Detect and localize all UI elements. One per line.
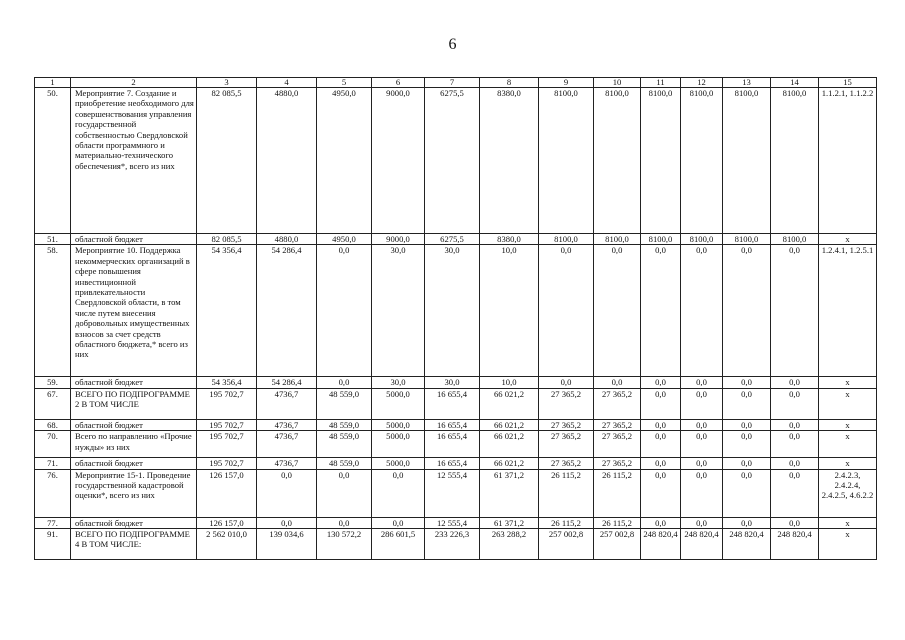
amount-cell: 82 085,5 — [197, 234, 257, 245]
amount-cell: 30,0 — [372, 245, 425, 377]
amount-cell: 0,0 — [681, 431, 723, 458]
amount-cell: 0,0 — [594, 377, 641, 388]
indicator-code-cell: 1.2.4.1, 1.2.5.1 — [819, 245, 877, 377]
amount-cell: 0,0 — [641, 388, 681, 419]
amount-cell: 48 559,0 — [317, 431, 372, 458]
amount-cell: 257 002,8 — [594, 529, 641, 560]
item-name-cell: областной бюджет — [71, 458, 197, 469]
amount-cell: 54 356,4 — [197, 377, 257, 388]
table-row — [35, 458, 877, 469]
amount-cell: 0,0 — [641, 431, 681, 458]
amount-cell: 27 365,2 — [539, 419, 594, 430]
amount-cell: 0,0 — [317, 517, 372, 528]
table-row — [35, 431, 877, 458]
column-header-12: 12 — [681, 78, 723, 88]
amount-cell: 0,0 — [681, 388, 723, 419]
amount-cell: 0,0 — [641, 245, 681, 377]
indicator-code-cell: х — [819, 234, 877, 245]
column-header-14: 14 — [771, 78, 819, 88]
amount-cell: 0,0 — [771, 377, 819, 388]
amount-cell: 248 820,4 — [771, 529, 819, 560]
amount-cell: 195 702,7 — [197, 419, 257, 430]
amount-cell: 8100,0 — [641, 88, 681, 234]
amount-cell: 195 702,7 — [197, 458, 257, 469]
amount-cell: 0,0 — [723, 377, 771, 388]
amount-cell: 27 365,2 — [539, 431, 594, 458]
table-row — [35, 377, 877, 388]
amount-cell: 54 356,4 — [197, 245, 257, 377]
amount-cell: 26 115,2 — [594, 469, 641, 517]
amount-cell: 30,0 — [372, 377, 425, 388]
row-number-cell: 70. — [35, 431, 71, 458]
amount-cell: 27 365,2 — [539, 458, 594, 469]
amount-cell: 0,0 — [641, 517, 681, 528]
indicator-code-cell: х — [819, 529, 877, 560]
column-header-2: 2 — [71, 78, 197, 88]
amount-cell: 0,0 — [681, 458, 723, 469]
table-row — [35, 245, 877, 377]
budget-table — [34, 77, 877, 560]
amount-cell: 0,0 — [641, 469, 681, 517]
item-name-cell: Всего по направлению «Прочие нужды» из них — [71, 431, 197, 458]
column-header-5: 5 — [317, 78, 372, 88]
amount-cell: 48 559,0 — [317, 388, 372, 419]
amount-cell: 6275,5 — [425, 88, 480, 234]
column-header-11: 11 — [641, 78, 681, 88]
amount-cell: 126 157,0 — [197, 469, 257, 517]
amount-cell: 0,0 — [317, 377, 372, 388]
amount-cell: 139 034,6 — [257, 529, 317, 560]
amount-cell: 5000,0 — [372, 431, 425, 458]
row-number-cell: 71. — [35, 458, 71, 469]
amount-cell: 0,0 — [723, 419, 771, 430]
row-number-cell: 59. — [35, 377, 71, 388]
amount-cell: 48 559,0 — [317, 419, 372, 430]
amount-cell: 4880,0 — [257, 88, 317, 234]
amount-cell: 8100,0 — [723, 234, 771, 245]
amount-cell: 8100,0 — [771, 234, 819, 245]
row-number-cell: 51. — [35, 234, 71, 245]
amount-cell: 0,0 — [539, 377, 594, 388]
amount-cell: 66 021,2 — [480, 431, 539, 458]
amount-cell: 0,0 — [771, 469, 819, 517]
column-header-7: 7 — [425, 78, 480, 88]
amount-cell: 4736,7 — [257, 431, 317, 458]
amount-cell: 0,0 — [771, 245, 819, 377]
amount-cell: 4736,7 — [257, 388, 317, 419]
amount-cell: 0,0 — [317, 245, 372, 377]
amount-cell: 2 562 010,0 — [197, 529, 257, 560]
amount-cell: 0,0 — [681, 245, 723, 377]
amount-cell: 8100,0 — [641, 234, 681, 245]
indicator-code-cell: х — [819, 419, 877, 430]
amount-cell: 0,0 — [771, 419, 819, 430]
item-name-cell: областной бюджет — [71, 419, 197, 430]
column-header-1: 1 — [35, 78, 71, 88]
item-name-cell: областной бюджет — [71, 377, 197, 388]
amount-cell: 0,0 — [723, 245, 771, 377]
amount-cell: 54 286,4 — [257, 377, 317, 388]
row-number-cell: 91. — [35, 529, 71, 560]
table-row — [35, 388, 877, 419]
indicator-code-cell: х — [819, 388, 877, 419]
amount-cell: 130 572,2 — [317, 529, 372, 560]
amount-cell: 30,0 — [425, 245, 480, 377]
item-name-cell: областной бюджет — [71, 234, 197, 245]
amount-cell: 126 157,0 — [197, 517, 257, 528]
amount-cell: 0,0 — [681, 419, 723, 430]
amount-cell: 8380,0 — [480, 234, 539, 245]
column-header-3: 3 — [197, 78, 257, 88]
amount-cell: 0,0 — [539, 245, 594, 377]
amount-cell: 27 365,2 — [594, 388, 641, 419]
amount-cell: 16 655,4 — [425, 388, 480, 419]
amount-cell: 61 371,2 — [480, 517, 539, 528]
amount-cell: 248 820,4 — [681, 529, 723, 560]
amount-cell: 4736,7 — [257, 419, 317, 430]
amount-cell: 257 002,8 — [539, 529, 594, 560]
row-number-cell: 58. — [35, 245, 71, 377]
table-row — [35, 88, 877, 234]
amount-cell: 16 655,4 — [425, 458, 480, 469]
amount-cell: 0,0 — [641, 419, 681, 430]
amount-cell: 0,0 — [771, 431, 819, 458]
amount-cell: 27 365,2 — [594, 419, 641, 430]
item-name-cell: областной бюджет — [71, 517, 197, 528]
amount-cell: 8100,0 — [539, 88, 594, 234]
amount-cell: 30,0 — [425, 377, 480, 388]
column-header-4: 4 — [257, 78, 317, 88]
row-number-cell: 68. — [35, 419, 71, 430]
amount-cell: 9000,0 — [372, 88, 425, 234]
amount-cell: 8100,0 — [594, 88, 641, 234]
amount-cell: 263 288,2 — [480, 529, 539, 560]
amount-cell: 48 559,0 — [317, 458, 372, 469]
column-header-6: 6 — [372, 78, 425, 88]
amount-cell: 27 365,2 — [594, 431, 641, 458]
amount-cell: 0,0 — [723, 458, 771, 469]
amount-cell: 12 555,4 — [425, 517, 480, 528]
amount-cell: 66 021,2 — [480, 419, 539, 430]
table-row — [35, 234, 877, 245]
table-header-row — [35, 78, 877, 88]
column-header-8: 8 — [480, 78, 539, 88]
row-number-cell: 76. — [35, 469, 71, 517]
amount-cell: 4736,7 — [257, 458, 317, 469]
indicator-code-cell: 1.1.2.1, 1.1.2.2 — [819, 88, 877, 234]
column-header-15: 15 — [819, 78, 877, 88]
column-header-10: 10 — [594, 78, 641, 88]
amount-cell: 12 555,4 — [425, 469, 480, 517]
amount-cell: 195 702,7 — [197, 431, 257, 458]
amount-cell: 8100,0 — [771, 88, 819, 234]
amount-cell: 195 702,7 — [197, 388, 257, 419]
indicator-code-cell: х — [819, 517, 877, 528]
table-row — [35, 517, 877, 528]
column-header-9: 9 — [539, 78, 594, 88]
column-header-13: 13 — [723, 78, 771, 88]
item-name-cell: Мероприятие 15-1. Проведение государственной кадастровой оценки*, всего из них — [71, 469, 197, 517]
table-row — [35, 529, 877, 560]
item-name-cell: Мероприятие 7. Создание и приобретение необходимого для совершенствования управления государственной собственностью Свердловской области программного и материально-технического обеспечения*, всего из них — [71, 88, 197, 234]
row-number-cell: 67. — [35, 388, 71, 419]
amount-cell: 0,0 — [317, 469, 372, 517]
amount-cell: 0,0 — [372, 517, 425, 528]
page-number: 6 — [448, 36, 457, 53]
amount-cell: 0,0 — [257, 517, 317, 528]
amount-cell: 66 021,2 — [480, 458, 539, 469]
amount-cell: 16 655,4 — [425, 431, 480, 458]
indicator-code-cell: 2.4.2.3, 2.4.2.4, 2.4.2.5, 4.6.2.2 — [819, 469, 877, 517]
amount-cell: 26 115,2 — [594, 517, 641, 528]
amount-cell: 8380,0 — [480, 88, 539, 234]
amount-cell: 66 021,2 — [480, 388, 539, 419]
amount-cell: 0,0 — [723, 469, 771, 517]
amount-cell: 27 365,2 — [594, 458, 641, 469]
amount-cell: 61 371,2 — [480, 469, 539, 517]
amount-cell: 0,0 — [771, 388, 819, 419]
amount-cell: 8100,0 — [681, 88, 723, 234]
amount-cell: 8100,0 — [723, 88, 771, 234]
amount-cell: 0,0 — [723, 431, 771, 458]
amount-cell: 27 365,2 — [539, 388, 594, 419]
amount-cell: 5000,0 — [372, 458, 425, 469]
item-name-cell: ВСЕГО ПО ПОДПРОГРАММЕ 2 В ТОМ ЧИСЛЕ — [71, 388, 197, 419]
amount-cell: 248 820,4 — [723, 529, 771, 560]
amount-cell: 0,0 — [641, 377, 681, 388]
amount-cell: 0,0 — [681, 377, 723, 388]
amount-cell: 0,0 — [681, 469, 723, 517]
amount-cell: 8100,0 — [594, 234, 641, 245]
amount-cell: 10,0 — [480, 245, 539, 377]
amount-cell: 0,0 — [257, 469, 317, 517]
amount-cell: 0,0 — [723, 388, 771, 419]
amount-cell: 5000,0 — [372, 388, 425, 419]
amount-cell: 0,0 — [641, 458, 681, 469]
amount-cell: 16 655,4 — [425, 419, 480, 430]
indicator-code-cell: х — [819, 377, 877, 388]
indicator-code-cell: х — [819, 431, 877, 458]
table-row — [35, 419, 877, 430]
indicator-code-cell: х — [819, 458, 877, 469]
amount-cell: 233 226,3 — [425, 529, 480, 560]
item-name-cell: Мероприятие 10. Поддержка некоммерческих организаций в сфере повышения инвестиционной привлекательности Свердловской области, в том числе путем внесения добровольных имущественных взносов за счет средств областного бюджета,* всего из них — [71, 245, 197, 377]
amount-cell: 0,0 — [681, 517, 723, 528]
amount-cell: 0,0 — [594, 245, 641, 377]
amount-cell: 0,0 — [771, 517, 819, 528]
amount-cell: 8100,0 — [681, 234, 723, 245]
amount-cell: 0,0 — [372, 469, 425, 517]
amount-cell: 4950,0 — [317, 234, 372, 245]
amount-cell: 26 115,2 — [539, 469, 594, 517]
amount-cell: 5000,0 — [372, 419, 425, 430]
amount-cell: 0,0 — [723, 517, 771, 528]
amount-cell: 4950,0 — [317, 88, 372, 234]
item-name-cell: ВСЕГО ПО ПОДПРОГРАММЕ 4 В ТОМ ЧИСЛЕ: — [71, 529, 197, 560]
amount-cell: 82 085,5 — [197, 88, 257, 234]
row-number-cell: 77. — [35, 517, 71, 528]
amount-cell: 9000,0 — [372, 234, 425, 245]
table-row — [35, 469, 877, 517]
amount-cell: 26 115,2 — [539, 517, 594, 528]
amount-cell: 6275,5 — [425, 234, 480, 245]
amount-cell: 248 820,4 — [641, 529, 681, 560]
amount-cell: 0,0 — [771, 458, 819, 469]
row-number-cell: 50. — [35, 88, 71, 234]
amount-cell: 54 286,4 — [257, 245, 317, 377]
amount-cell: 8100,0 — [539, 234, 594, 245]
amount-cell: 286 601,5 — [372, 529, 425, 560]
amount-cell: 4880,0 — [257, 234, 317, 245]
amount-cell: 10,0 — [480, 377, 539, 388]
